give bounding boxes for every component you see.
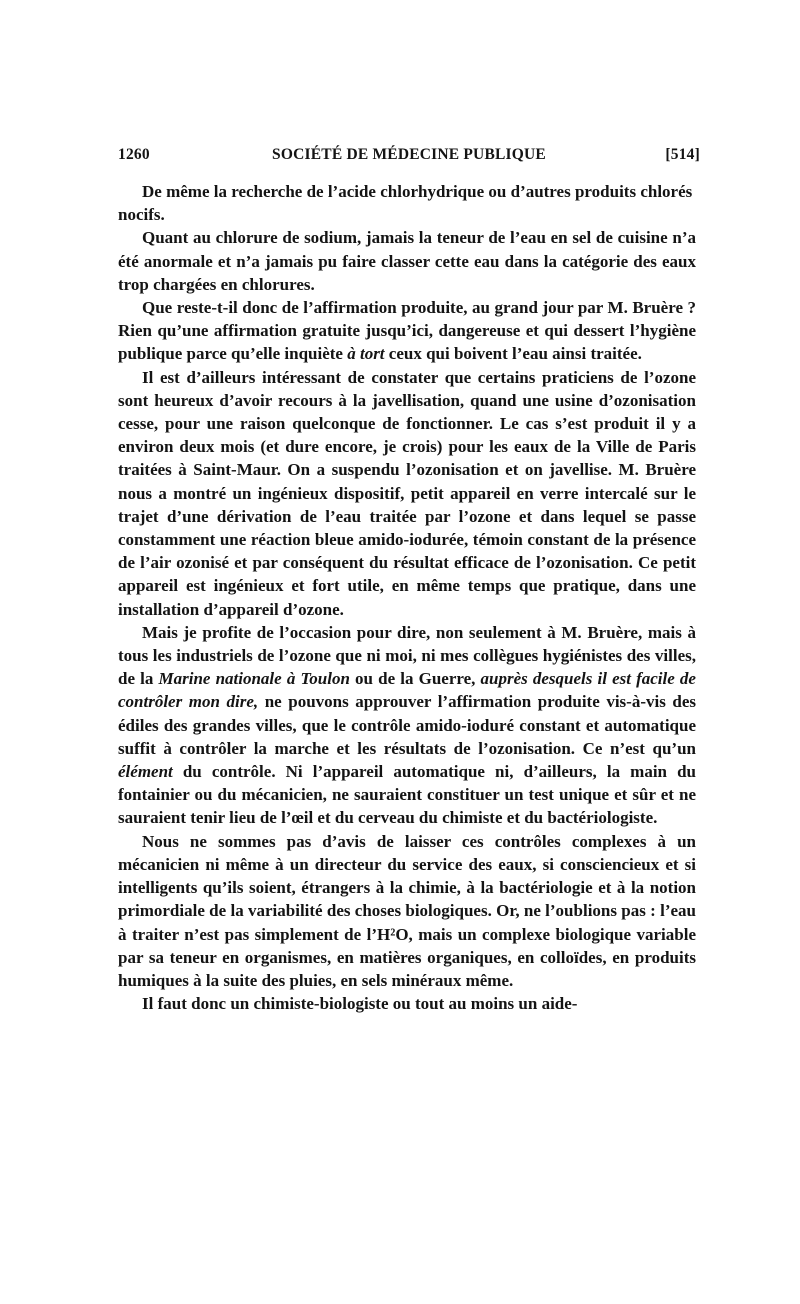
paragraph: [118, 621, 696, 830]
paragraph: De même la recherche de l’acide chlorhydrique ou d’autres produits chlorés nocifs.: [118, 182, 693, 225]
paragraph: Quant au chlorure de sodium, jamais la teneur de l’eau en sel de cuisine n’a été anormale et n’a jamais pu faire classer cette eau dans la catégorie des eaux trop chargées en chlorures.: [118, 228, 696, 294]
paragraph: Il faut donc un chimiste-biologiste ou tout au moins un aide-: [142, 994, 578, 1014]
paragraph: Il est d’ailleurs intéressant de constater que certains praticiens de l’ozone sont heureux d’avoir recours à la javellisation, quand une usine d’ozonisation cesse, pour une raison quelconque de fonctionner. Le cas s’est produit il y a environ deux mois (et dure encore, je crois) pour les eaux de la Ville de Paris traitées à Saint-Maur. On a suspendu l’ozonisation et on javellise. M. Bruère nous a montré un ingénieux dispositif, petit appareil en verre intercalé sur le trajet d’une dérivation de l’eau traitée par l’ozone et dans lequel se passe constamment une réaction bleue amido-iodurée, témoin constant de la présence de l’air ozonisé et par conséquent du résultat efficace de l’ozonisation. Ce petit appareil est ingénieux et fort utile, en même temps que pratique, dans une installation d’appareil d’ozone.: [118, 367, 696, 619]
paragraph-text: ceux qui boivent l’eau ainsi traitée.: [384, 344, 642, 364]
paragraph: [118, 296, 696, 366]
emphasis-text: Marine nationale à Toulon: [158, 669, 350, 689]
page-reference: [514]: [665, 146, 700, 163]
paragraph-text: ne pouvons approuver l’affirmation produite vis-à-vis des édiles des grandes villes, que le contrôle amido-ioduré constant et automatique suffit à contrôler la marche et les résultats de l’ozonisation. Ce n’est qu’un: [118, 692, 696, 758]
emphasis-text: élément: [118, 762, 173, 782]
paragraph-text: ou de la Guerre,: [349, 669, 481, 689]
paragraph-text: du contrôle. Ni l’appareil automatique ni, d’ailleurs, la main du fontainier ou du mécanicien, ne sauraient constituer un test unique et sûr et ne sauraient tenir lieu de l’œil et du cerveau du chimiste et du bactériologiste.: [118, 762, 696, 828]
paragraph-text: Que reste-t-il donc de l’affirmation produite, au grand jour par M. Bruère ? Rien qu’une affirmation gratuite jusqu’ici, dangereuse et qui dessert l’hygiène publique parce qu’elle inquiète: [118, 298, 696, 364]
emphasis-text: auprès desquels il est facile de contrôler mon dire,: [118, 669, 696, 712]
page-number: 1260: [118, 146, 150, 163]
body-text: [118, 180, 696, 1015]
paragraph-text: Mais je profite de l’occasion pour dire, non seulement à M. Bruère, mais à tous les industriels de l’ozone que ni moi, ni mes collègues hygiénistes des villes, de la: [118, 622, 696, 689]
page-header: [118, 146, 700, 170]
paragraph: Nous ne sommes pas d’avis de laisser ces contrôles complexes à un mécanicien ni même à un directeur du service des eaux, si consciencieux et si intelligents qu’ils soient, étrangers à la chimie, à la bactériologie et à la notion primordiale de la variabilité des choses biologiques. Or, ne l’oublions pas : l’eau à traiter n’est pas simplement de l’H²O, mais un complexe biologique variable par sa teneur en organismes, en matières organiques, en colloïdes, en produits humiques à la suite des pluies, en sels minéraux même.: [118, 831, 696, 990]
emphasis-text: à tort: [347, 344, 385, 364]
running-title: SOCIÉTÉ DE MÉDECINE PUBLIQUE: [272, 146, 546, 163]
